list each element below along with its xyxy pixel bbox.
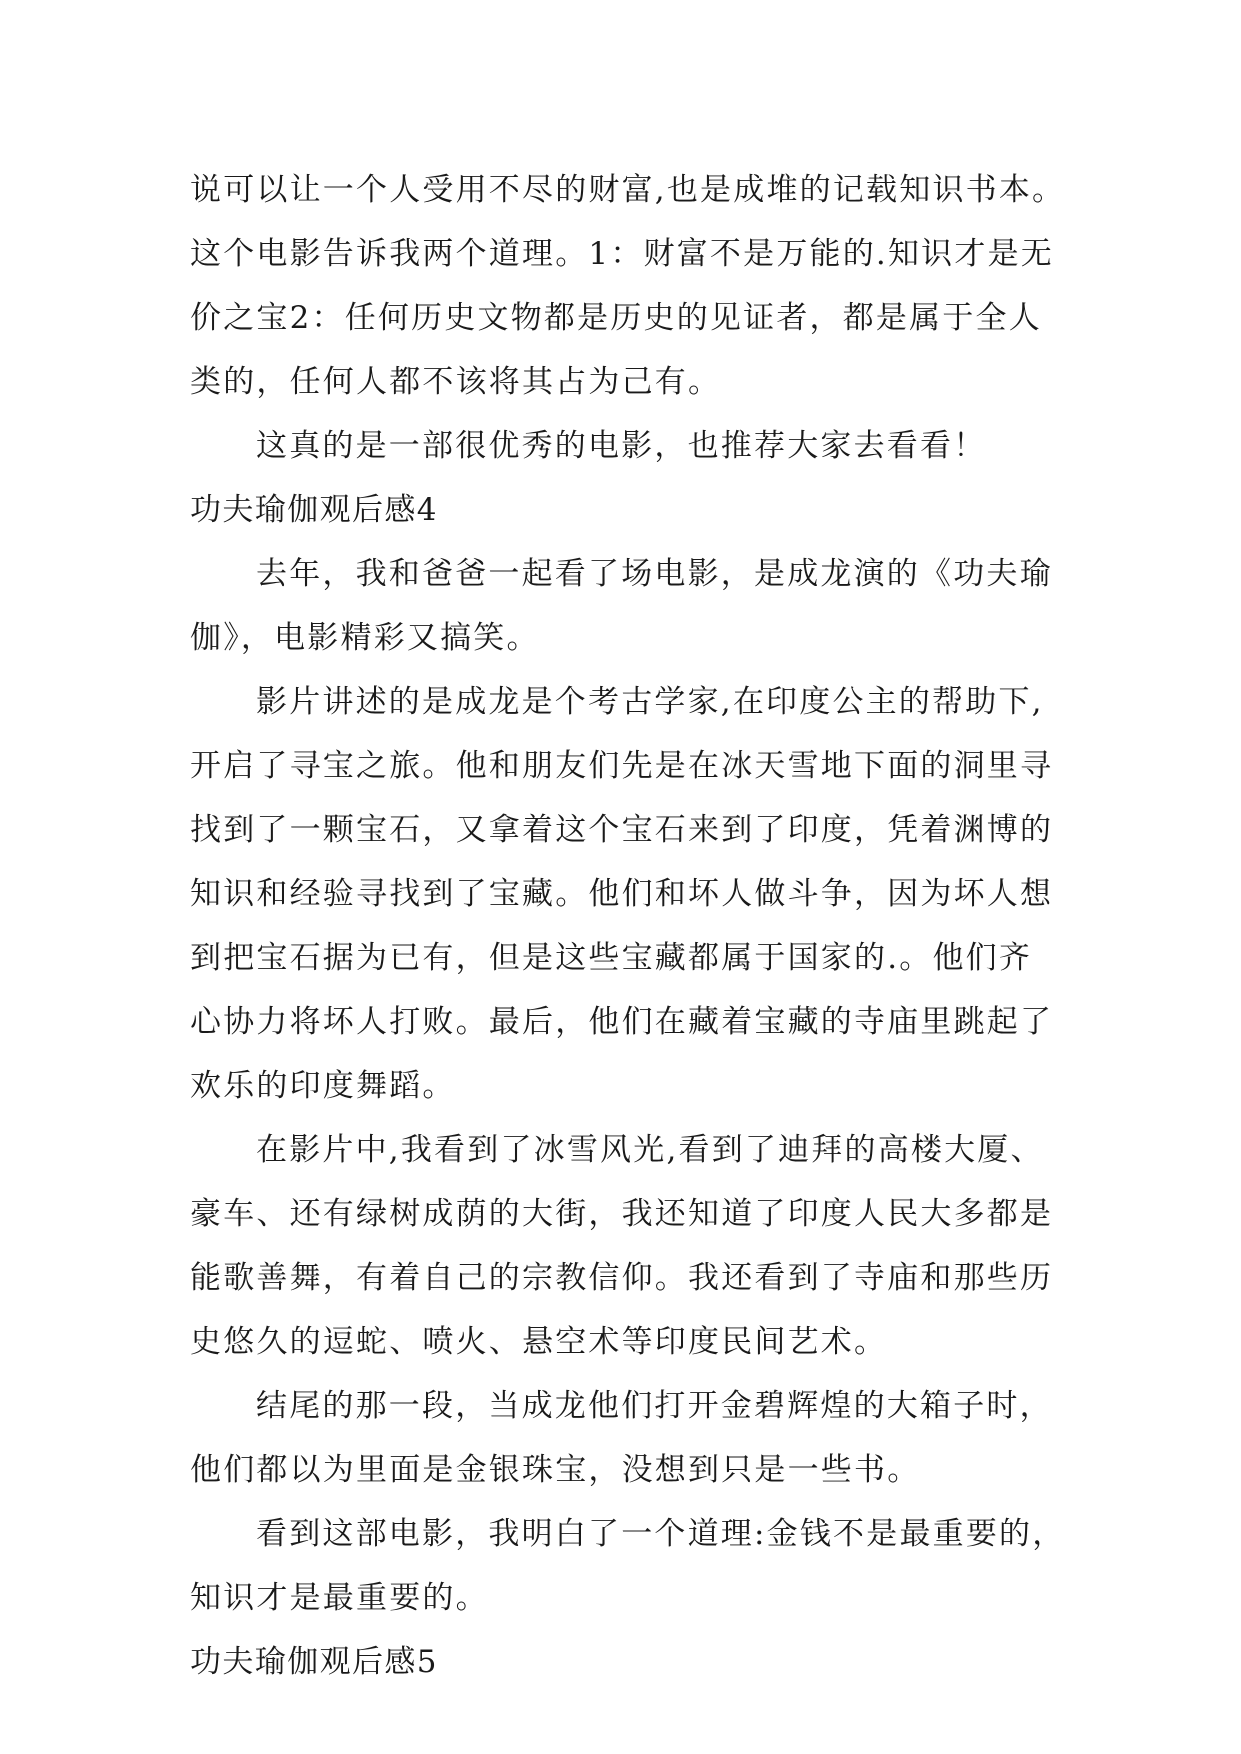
text-line: 心协力将坏人打败。最后，他们在藏着宝藏的寺庙里跳起了 <box>190 1004 1054 1040</box>
text-line: 伽》，电影精彩又搞笑。 <box>190 620 540 656</box>
text-line: 豪车、还有绿树成荫的大街，我还知道了印度人民大多都是 <box>190 1196 1054 1232</box>
paragraph-first-line: 看到这部电影，我明白了一个道理:金钱不是最重要的， <box>256 1516 1066 1552</box>
text-line: 类的，任何人都不该将其占为己有。 <box>190 364 722 400</box>
paragraph-first-line: 结尾的那一段，当成龙他们打开金碧辉煌的大箱子时， <box>256 1388 1053 1424</box>
paragraph-first-line: 去年，我和爸爸一起看了场电影，是成龙演的《功夫瑜 <box>256 556 1053 592</box>
text-line: 到把宝石据为已有，但是这些宝藏都属于国家的.。他们齐 <box>190 940 1033 976</box>
section-heading: 功夫瑜伽观后感4 <box>190 492 438 528</box>
text-line: 知识才是最重要的。 <box>190 1580 489 1616</box>
section-heading: 功夫瑜伽观后感5 <box>190 1644 438 1680</box>
text-line: 欢乐的印度舞蹈。 <box>190 1068 456 1104</box>
paragraph-first-line: 在影片中,我看到了冰雪风光,看到了迪拜的高楼大厦、 <box>256 1132 1044 1168</box>
text-line: 知识和经验寻找到了宝藏。他们和坏人做斗争，因为坏人想 <box>190 876 1054 912</box>
paragraph-first-line: 这真的是一部很优秀的电影，也推荐大家去看看！ <box>256 428 987 464</box>
text-line: 开启了寻宝之旅。他和朋友们先是在冰天雪地下面的洞里寻 <box>190 748 1054 784</box>
text-line: 找到了一颗宝石，又拿着这个宝石来到了印度，凭着渊博的 <box>190 812 1054 848</box>
paragraph-first-line: 影片讲述的是成龙是个考古学家,在印度公主的帮助下, <box>256 684 1044 720</box>
text-line: 史悠久的逗蛇、喷火、悬空术等印度民间艺术。 <box>190 1324 888 1360</box>
text-line: 价之宝2：任何历史文物都是历史的见证者，都是属于全人 <box>190 300 1042 336</box>
document-body <box>190 158 1090 1694</box>
text-line: 这个电影告诉我两个道理。1：财富不是万能的.知识才是无 <box>190 236 1054 272</box>
text-line: 说可以让一个人受用不尽的财富,也是成堆的记载知识书本。 <box>190 172 1066 208</box>
text-line: 能歌善舞，有着自己的宗教信仰。我还看到了寺庙和那些历 <box>190 1260 1054 1296</box>
text-line: 他们都以为里面是金银珠宝，没想到只是一些书。 <box>190 1452 921 1488</box>
